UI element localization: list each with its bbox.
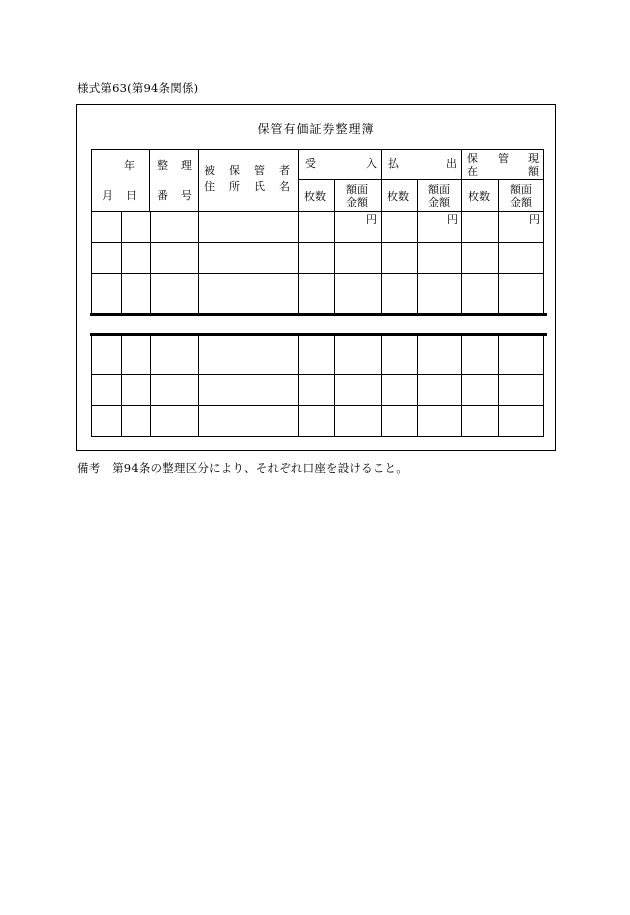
header-hihokan-2: 保 — [229, 164, 240, 177]
header-seiri-1: 整 — [157, 159, 168, 172]
header-uke: 受 — [305, 157, 316, 170]
ledger-cell — [381, 273, 418, 314]
ledger-cell — [298, 374, 335, 406]
ledger-cell — [121, 242, 151, 274]
balance-count-label: 枚数 — [468, 190, 490, 203]
ledger-cell — [91, 374, 122, 406]
ledger-cell — [334, 374, 382, 406]
paid-amount-label-1: 額面 — [428, 183, 450, 196]
ledger-cell — [417, 405, 462, 437]
ledger-cell — [198, 374, 299, 406]
ledger-cell — [298, 242, 335, 274]
ledger-cell — [91, 405, 122, 437]
remark-note: 備考 第94条の整理区分により、それぞれ口座を設けること。 — [77, 461, 408, 475]
ledger-cell — [150, 273, 199, 314]
ledger-cell — [150, 335, 199, 375]
header-jusho-2: 所 — [229, 180, 240, 193]
ledger-cell — [461, 405, 499, 437]
received-amount-label-1: 額面 — [346, 183, 368, 196]
paid-yen: 円 — [447, 213, 458, 226]
header-jusho-3: 氏 — [254, 180, 265, 193]
ledger-cell — [381, 405, 418, 437]
ledger-cell — [498, 242, 544, 274]
header-zai: 在 — [467, 165, 478, 178]
balance-amount-label-1: 額面 — [510, 183, 532, 196]
ledger-cell — [461, 242, 499, 274]
paid-count-label: 枚数 — [387, 190, 409, 203]
ledger-cell — [198, 335, 299, 375]
header-ban: 番 — [157, 189, 168, 202]
header-month: 月 — [102, 189, 113, 202]
ledger-cell — [298, 335, 335, 375]
header-date-cell — [91, 149, 150, 212]
break-line-upper — [90, 313, 547, 316]
balance-amount-label-2: 金額 — [510, 196, 532, 209]
header-jusho-4: 名 — [279, 180, 290, 193]
ledger-cell — [334, 335, 382, 375]
ledger-cell — [381, 211, 418, 243]
header-go: 号 — [181, 189, 192, 202]
ledger-cell — [461, 374, 499, 406]
ledger-frame — [76, 104, 556, 451]
header-day: 日 — [126, 189, 137, 202]
ledger-cell — [417, 273, 462, 314]
ledger-cell — [334, 242, 382, 274]
header-hihokan-3: 管 — [254, 164, 265, 177]
received-count-label: 枚数 — [304, 190, 326, 203]
header-hokan-2: 管 — [498, 152, 509, 165]
ledger-cell — [417, 242, 462, 274]
ledger-cell — [381, 374, 418, 406]
ledger-cell — [498, 335, 544, 375]
ledger-title: 保管有価証券整理簿 — [257, 122, 375, 136]
ledger-cell — [150, 242, 199, 274]
header-seiri-2: 理 — [181, 159, 192, 172]
header-hihokan-4: 者 — [279, 164, 290, 177]
ledger-cell — [91, 242, 122, 274]
ledger-cell — [461, 335, 499, 375]
header-hihokan-1: 被 — [204, 164, 215, 177]
balance-yen: 円 — [529, 213, 540, 226]
ledger-cell — [298, 273, 335, 314]
paid-amount-label-2: 金額 — [428, 196, 450, 209]
ledger-cell — [150, 374, 199, 406]
ledger-cell — [461, 211, 499, 243]
ledger-cell — [498, 374, 544, 406]
ledger-cell — [461, 273, 499, 314]
ledger-cell — [381, 335, 418, 375]
ledger-cell — [121, 273, 151, 314]
ledger-cell — [121, 335, 151, 375]
ledger-cell — [417, 374, 462, 406]
ledger-cell — [91, 273, 122, 314]
received-amount-label-2: 金額 — [346, 196, 368, 209]
header-harai: 払 — [388, 157, 399, 170]
ledger-cell — [198, 273, 299, 314]
received-yen: 円 — [366, 213, 377, 226]
ledger-cell — [417, 335, 462, 375]
ledger-cell — [198, 211, 299, 243]
header-hokan-1: 保 — [467, 152, 478, 165]
ledger-cell — [298, 211, 335, 243]
ledger-cell — [198, 242, 299, 274]
form-label: 様式第63(第94条関係) — [77, 81, 199, 95]
header-jusho-1: 住 — [204, 180, 215, 193]
ledger-cell — [121, 374, 151, 406]
ledger-cell — [121, 211, 151, 243]
header-hokan-3: 現 — [528, 152, 539, 165]
header-year: 年 — [124, 159, 135, 172]
ledger-cell — [91, 335, 122, 375]
ledger-cell — [381, 242, 418, 274]
ledger-cell — [298, 405, 335, 437]
ledger-cell — [150, 211, 199, 243]
header-gaku: 額 — [528, 165, 539, 178]
ledger-cell — [91, 211, 122, 243]
ledger-cell — [498, 273, 544, 314]
ledger-cell — [121, 405, 151, 437]
ledger-cell — [498, 405, 544, 437]
ledger-cell — [334, 273, 382, 314]
header-iri: 入 — [366, 157, 377, 170]
ledger-cell — [150, 405, 199, 437]
ledger-cell — [334, 405, 382, 437]
header-dashi: 出 — [446, 157, 457, 170]
ledger-cell — [198, 405, 299, 437]
